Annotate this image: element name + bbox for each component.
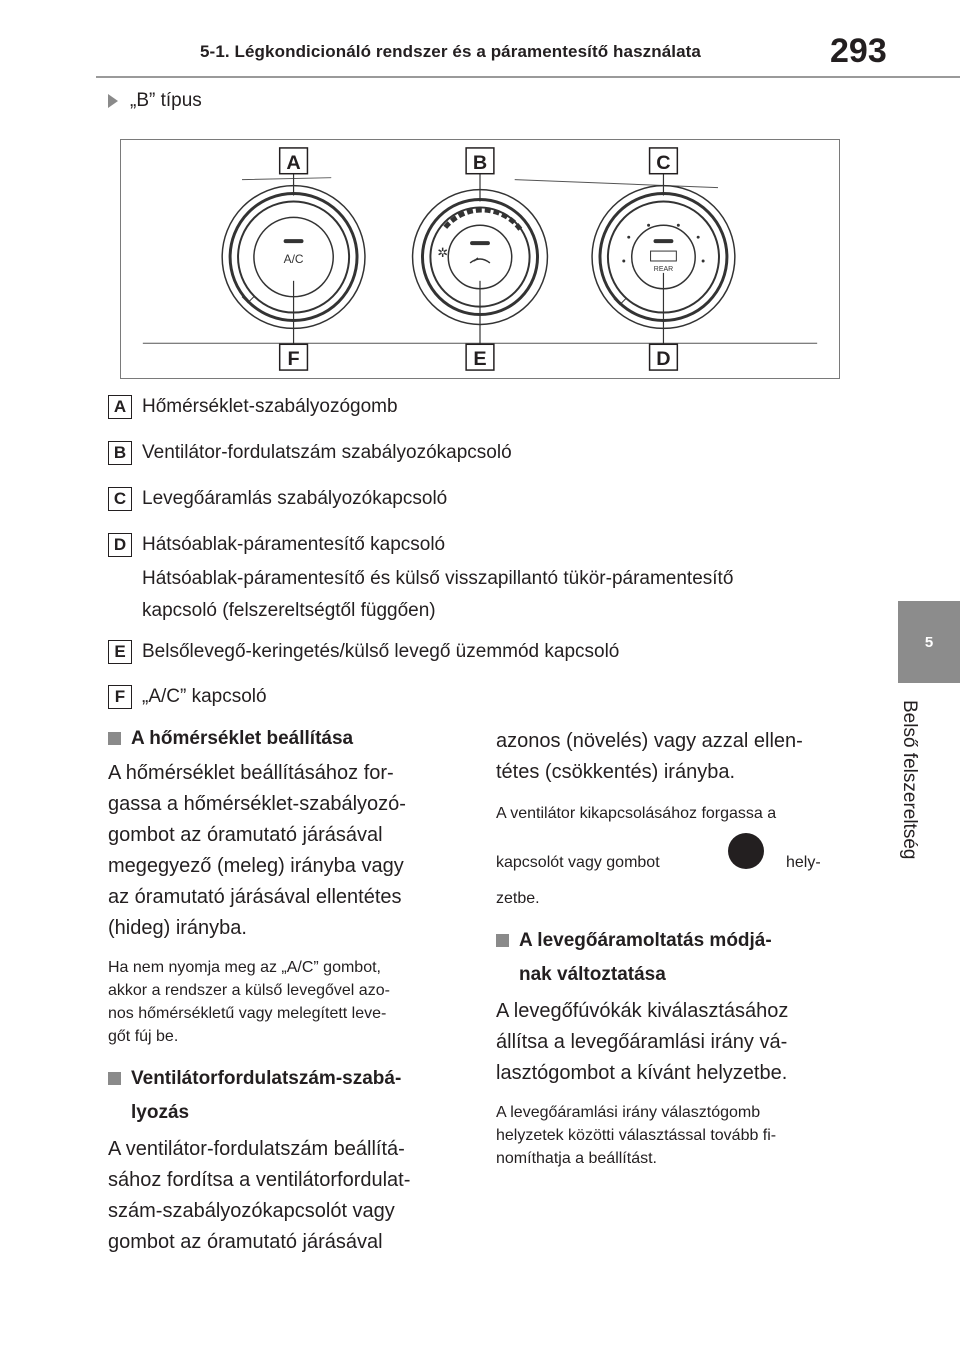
type-heading [108,90,202,112]
text-line: nomíthatja a beállítást. [496,1150,657,1167]
legend-text: Hőmérséklet-szabályozógomb [142,396,398,417]
legend-text: Levegőáramlás szabályozókapcsoló [142,488,448,509]
type-heading-text: „B” típus [130,90,202,111]
legend-item-c [108,488,447,511]
svg-text:E: E [473,348,487,371]
section-heading-text [131,1062,401,1130]
rear-button-label: REAR [653,265,674,273]
section-heading-text: A hőmérséklet beállítása [131,728,354,749]
svg-text:B: B [472,151,488,174]
text-line: A hőmérséklet beállításához for- [108,762,394,784]
text-line: tétes (csökkentés) irányba. [496,761,735,783]
legend-letter: D [108,533,132,557]
svg-text:F: F [287,348,300,371]
text-line: kapcsolót vagy gombot [496,854,660,871]
legend-text: „A/C” kapcsoló [142,686,267,707]
legend-letter: E [108,640,132,664]
left-column [108,722,468,1258]
svg-text:✲: ✲ [437,246,449,262]
chapter-label-text: Belső felszereltség [899,700,920,860]
text-line: lyozás [131,1102,190,1123]
callout-c [650,148,678,174]
legend-letter: B [108,441,132,465]
chapter-label [889,700,951,880]
text-line: gombot az óramutató járásával [108,1231,383,1253]
legend-item-e [108,641,619,664]
text-line: sához fordítsa a ventilátorfordulat- [108,1169,411,1191]
header-rule [96,76,960,78]
legend-text: Ventilátor-fordulatszám szabályozókapcsoló [142,442,512,463]
triangle-bullet-icon [108,94,118,108]
svg-text:D: D [656,348,671,371]
legend-letter: A [108,395,132,419]
text-line: A levegőáramlási irány választógomb [496,1104,761,1121]
square-bullet-icon [108,732,121,745]
section-heading-airflow [496,924,856,992]
right-column [496,726,856,1170]
chapter-tab: 5 [898,601,960,683]
text-line: akkor a rendszer a külső levegővel azo- [108,982,390,999]
climate-control-figure [120,139,840,379]
callout-f [280,344,308,370]
legend-item-d [108,534,445,557]
text-line: az óramutató járásával ellentétes [108,886,402,908]
legend-letter: C [108,487,132,511]
note [496,1101,856,1170]
text-line: Ha nem nyomja meg az „A/C” gombot, [108,959,381,976]
paragraph [496,996,856,1089]
running-header: 5-1. Légkondicionáló rendszer és a páramentesítő használata [200,42,701,61]
note-line: zetbe. [496,890,540,907]
legend-d-subtext [142,563,862,627]
text-line: megegyező (meleg) irányba vagy [108,855,404,877]
ac-button-label: A/C [283,251,304,266]
text-line: Ventilátorfordulatszám-szabá- [131,1068,402,1089]
text-line: szám-szabályozókapcsolót vagy [108,1200,395,1222]
note [108,956,468,1048]
paragraph [108,758,468,944]
climate-panel-illustration [121,140,839,378]
text-line: nos hőmérsékletű vagy melegített leve- [108,1005,387,1022]
callout-e [466,344,494,370]
text-line: gassa a hőmérséklet-szabályozó- [108,793,406,815]
section-heading-text [519,924,772,992]
callout-d [650,344,678,370]
legend-item-a [108,396,398,419]
text-line: lasztógombot a kívánt helyzetbe. [496,1062,788,1084]
legend-item-b [108,442,512,465]
paragraph [108,1134,468,1258]
legend-d-subtext-line: Hátsóablak-páramentesítő és külső visszapillantó tükör-páramentesítő [142,568,734,589]
text-line: helyzetek közötti választással tovább fi- [496,1127,777,1144]
svg-text:C: C [656,151,671,174]
off-position-icon [728,833,764,869]
svg-text:A: A [286,151,301,174]
paragraph [496,726,856,788]
text-line: hely- [786,854,821,871]
callout-a [280,148,308,174]
page-number: 293 [830,32,887,70]
legend-d-subtext-line: kapcsoló (felszereltségtől függően) [142,600,436,621]
legend-item-f [108,686,267,709]
text-line: állítsa a levegőáramlási irány vá- [496,1031,788,1053]
text-line: A levegőfúvókák kiválasztásához [496,1000,789,1022]
text-line: azonos (növelés) vagy azzal ellen- [496,730,803,752]
note-line: A ventilátor kikapcsolásához forgassa a [496,805,777,822]
section-heading-temperature [108,722,468,756]
note-line-with-icon [496,845,856,875]
text-line: gőt fúj be. [108,1028,179,1045]
text-line: A levegőáramoltatás módjá- [519,930,772,951]
text-line: A ventilátor-fordulatszám beállítá- [108,1138,405,1160]
text-line: (hideg) irányba. [108,917,247,939]
text-line: nak változtatása [519,964,666,985]
callout-b [466,148,494,174]
legend-text: Hátsóablak-páramentesítő kapcsoló [142,534,446,555]
text-line: gombot az óramutató járásával [108,824,383,846]
section-heading-fan-speed [108,1062,468,1130]
legend-text: Belsőlevegő-keringetés/külső levegő üzemmód kapcsoló [142,641,620,662]
square-bullet-icon [108,1072,121,1085]
legend-letter: F [108,685,132,709]
square-bullet-icon [496,934,509,947]
